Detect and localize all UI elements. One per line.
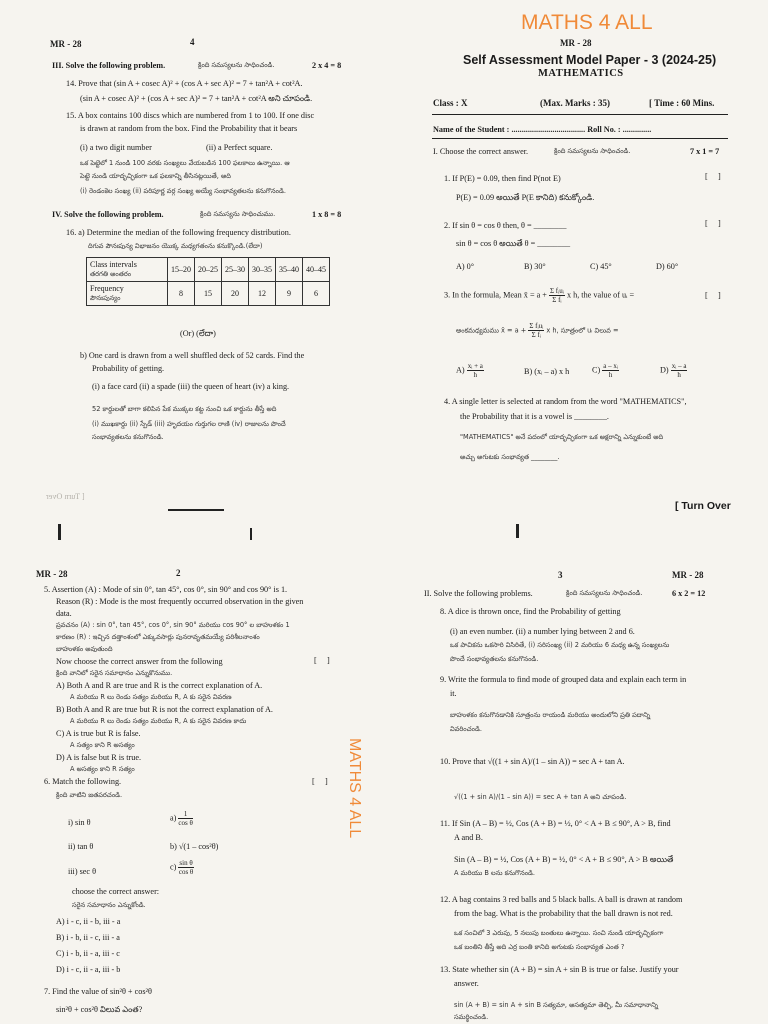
question-3-te-post: x h, సూత్రంలో uᵢ విలువ = xyxy=(546,326,619,335)
table-cell: 40–45 xyxy=(303,258,330,282)
question-14-te: (sin A + cosec A)² + (cos A + sec A)² = 7 + tan²A + cot²A అని చూపండి. xyxy=(80,94,313,103)
formula-fraction xyxy=(467,362,484,379)
section-1-title: I. Choose the correct answer. xyxy=(433,147,529,156)
page-2 xyxy=(0,512,384,1024)
table-cell: 12 xyxy=(249,282,276,306)
question-15-line-1: 15. A box contains 100 discs which are numbered from 1 to 100. If one disc xyxy=(66,111,315,120)
question-13-line-1: 13. State whether sin (A + B) = sin A + sin B is true or false. Justify your xyxy=(440,965,679,974)
page-header-code: MR - 28 xyxy=(560,38,592,48)
question-8: 8. A dice is thrown once, find the Probability of getting xyxy=(440,607,621,616)
question-7-te: sin²θ + cos²θ విలువ ఎంత? xyxy=(56,1005,143,1014)
table-header-class-intervals xyxy=(87,258,168,282)
question-12-te-2: ఒక బంతిని తీస్తే అది ఎర్ర బంతి కానిది అగుటకు సంభావ్యత ఎంత ? xyxy=(454,943,625,951)
question-11-te-1: Sin (A – B) = ½, Cos (A + B) = ½, 0° < A + B ≤ 90°, A > B అయితే xyxy=(454,855,674,864)
formula-fraction xyxy=(549,287,565,304)
fraction-numerator: xᵢ + a xyxy=(467,362,483,370)
student-name-field: Name of the Student : .................................... Roll No. : .............. xyxy=(433,125,652,134)
question-9-line-1: 9. Write the formula to find mode of grouped data and explain each term in xyxy=(440,675,687,684)
option: C) i - b, ii - a, iii - c xyxy=(56,949,120,958)
fraction-denominator: Σ fᵢ xyxy=(531,331,541,339)
question-3 xyxy=(444,287,744,304)
question-3-pre: 3. In the formula, Mean x̄ = a + xyxy=(444,290,547,300)
fraction-numerator: Σ fᵢuᵢ xyxy=(529,322,544,330)
question-11-te-2: A మరియు B లను కనుగొనండి. xyxy=(454,869,536,877)
page-header-code: MR - 28 xyxy=(50,39,82,49)
question-6-instruction: choose the correct answer: xyxy=(72,887,160,896)
question-11-line-1: 11. If Sin (A – B) = ½, Cos (A + B) = ½, 0° < A + B ≤ 90°, A > B, find xyxy=(440,819,671,828)
match-item-i: i) sin θ xyxy=(68,818,91,827)
fraction-numerator: Σ fᵢuᵢ xyxy=(549,287,564,295)
punch-mark xyxy=(58,524,61,540)
table-cell: 20–25 xyxy=(195,258,222,282)
section-4-marks: 1 x 8 = 8 xyxy=(312,210,342,219)
section-1-marks: 7 x 1 = 7 xyxy=(690,147,720,156)
table-row-frequency xyxy=(87,282,330,306)
question-5-instruction: Now choose the correct answer from the following xyxy=(56,657,223,666)
question-5-instruction-te: క్రింది వానిలో సరైన సమాధానం ఎన్నుకొనుము. xyxy=(56,669,173,677)
option-label: D) xyxy=(660,365,669,375)
bleed-through-text: [ Turn Over xyxy=(46,492,85,501)
option-b: B) Both A and R are true but R is not the correct explanation of A. xyxy=(56,705,273,714)
page-header-code: MR - 28 xyxy=(672,570,704,580)
option-c xyxy=(592,362,619,379)
paper-title: Self Assessment Model Paper - 3 (2024-25) xyxy=(463,53,717,67)
class-intervals-label: Class intervals xyxy=(90,260,137,269)
section-3-title-te: క్రింది సమస్యలను సాధించండి. xyxy=(198,61,275,69)
question-9-te-1: బాహుళకం కనుగొనడానికి సూత్రంను రాయండి మరియు అందులోని ప్రతి పదాన్ని xyxy=(450,711,651,719)
question-5-te-3: బాహుళకం అవుతుంది xyxy=(56,645,113,653)
match-item-ii: ii) tan θ xyxy=(68,842,94,851)
punch-mark xyxy=(516,524,519,538)
table-cell: 15 xyxy=(195,282,222,306)
question-4-line-1: 4. A single letter is selected at random from the word "MATHEMATICS", xyxy=(444,397,687,406)
question-2-te: sin θ = cos θ అయితే θ = ________ xyxy=(456,239,571,248)
fraction-denominator: cos θ xyxy=(178,868,194,876)
punch-mark xyxy=(250,528,252,540)
formula-fraction xyxy=(602,362,619,379)
option: B) 30° xyxy=(524,262,546,271)
option-label: a) xyxy=(170,813,177,823)
question-10: 10. Prove that √((1 + sin A)/(1 – sin A)) = sec A + tan A. xyxy=(440,757,625,766)
section-4-title: IV. Solve the following problem. xyxy=(52,210,164,219)
question-15-te-3: (i) రెండంకెల సంఖ్య (ii) పరిపూర్ణ వర్గ సంఖ్య అయ్యే సంభావ్యతలను కనుగొనండి. xyxy=(80,187,286,195)
frequency-label-te: పౌనఃపున్యం xyxy=(90,294,121,302)
match-option-b: b) √(1 – cos²θ) xyxy=(170,842,219,851)
question-3-post: x h, the value of uᵢ = xyxy=(566,290,635,300)
class-label: Class : X xyxy=(433,98,468,108)
page-number: 2 xyxy=(176,568,181,578)
option: A) i - c, ii - b, iii - a xyxy=(56,917,121,926)
option-b: B) (xᵢ – a) x h xyxy=(524,367,570,376)
option-label: A) xyxy=(456,365,465,375)
section-4-title-te: క్రింది సమస్యను సాధించుము. xyxy=(200,210,276,218)
fraction-numerator: xᵢ – a xyxy=(671,362,687,370)
subject: MATHEMATICS xyxy=(538,68,624,79)
option-a: A) Both A and R are true and R is the correct explanation of A. xyxy=(56,681,263,690)
class-intervals-label-te: తరగతి అంతరం xyxy=(90,270,132,278)
question-13-line-2: answer. xyxy=(454,979,479,988)
fold-mark xyxy=(168,509,224,511)
question-16a: 16. a) Determine the median of the following frequency distribution. xyxy=(66,228,291,237)
question-15-option-i: (i) a two digit number xyxy=(80,143,152,152)
question-15-te-1: ఒక పెట్టెలో 1 నుండి 100 వరకు సంఖ్యలు వేయబడిన 100 ఫలకాలు ఉన్నాయి. ఆ xyxy=(80,159,290,167)
question-5-line-2: Reason (R) : Mode is the most frequently occurred observation in the given xyxy=(56,597,304,606)
table-cell: 25–30 xyxy=(222,258,249,282)
question-12-te-1: ఒక సంచిలో 3 ఎరుపు, 5 నలుపు బంతులు ఉన్నాయి. సంచి నుండి యాదృచ్ఛికంగా xyxy=(454,929,664,937)
option-a-te: A మరియు R లు రెండు సత్యం మరియు R, A కు సరైన వివరణ xyxy=(70,693,232,701)
question-5-te-2: కారణం (R) : ఇచ్చిన దత్తాంశంలో ఎక్కువసార్లు పునరావృతమయ్యే పరిశీలనాంశం xyxy=(56,633,260,641)
table-cell: 9 xyxy=(276,282,303,306)
section-2-marks: 6 x 2 = 12 xyxy=(672,589,706,598)
question-13-te-2: సమర్థించండి. xyxy=(454,1013,489,1021)
turn-over: [ Turn Over xyxy=(675,500,731,512)
question-12-line-2: from the bag. What is the probability that the ball drawn is not red. xyxy=(454,909,673,918)
fraction-denominator: h xyxy=(677,371,681,379)
page-number: 4 xyxy=(190,37,195,47)
option: A) 0° xyxy=(456,262,475,271)
table-row-class-intervals xyxy=(87,258,330,282)
question-2: 2. If sin θ = cos θ then, θ = ________ xyxy=(444,221,567,230)
question-4-te-1: "MATHEMATICS" అనే పదంలో యాదృచ్ఛికంగా ఒక అక్షరాన్ని ఎన్నుకుంటే అది xyxy=(460,433,664,441)
answer-bracket: [ ] xyxy=(705,172,721,181)
question-4-te-2: అచ్చు అగుటకు సంభావ్యత ________. xyxy=(460,453,560,461)
question-11-line-2: A and B. xyxy=(454,833,483,842)
max-marks: (Max. Marks : 35) xyxy=(540,98,610,108)
option-d: D) A is false but R is true. xyxy=(56,753,142,762)
question-10-te: √((1 + sin A)/(1 – sin A)) = sec A + tan A అని చూపండి. xyxy=(454,793,627,801)
match-item-iii: iii) sec θ xyxy=(68,867,97,876)
fraction-denominator: Σ fᵢ xyxy=(552,296,562,304)
question-15-te-2: పెట్టె నుండి యాదృచ్ఛికంగా ఒక ఫలకాన్ని తీసినట్లయితే, అది xyxy=(80,172,231,180)
question-6: 6. Match the following. xyxy=(44,777,122,786)
question-6-te: క్రింది వాటిని జతపరచండి. xyxy=(56,791,123,799)
table-cell: 8 xyxy=(168,282,195,306)
question-14: 14. Prove that (sin A + cosec A)² + (cos A + sec A)² = 7 + tan²A + cot²A. xyxy=(66,79,303,88)
option-c-te: A సత్యం కాని R అసత్యం xyxy=(70,741,135,749)
question-6-instruction-te: సరైన సమాధానం ఎన్నుకోండి. xyxy=(72,901,146,909)
option: D) 60° xyxy=(656,262,679,271)
question-5-line-3: data. xyxy=(56,609,72,618)
question-9-line-2: it. xyxy=(450,689,457,698)
fraction-numerator: 1 xyxy=(178,810,192,819)
formula-fraction xyxy=(671,362,688,379)
question-1-te: P(E) = 0.09 అయితే P(E కానిది) కనుక్కోండి. xyxy=(456,193,595,202)
question-16b-line-1: b) One card is drawn from a well shuffled deck of 52 cards. Find the xyxy=(80,351,305,360)
answer-bracket: [ ] xyxy=(312,777,328,786)
page-4 xyxy=(0,0,384,512)
question-12-line-1: 12. A bag contains 3 red balls and 5 black balls. A ball is drawn at random xyxy=(440,895,683,904)
fraction-denominator: h xyxy=(473,371,478,379)
question-15-option-ii: (ii) a Perfect square. xyxy=(206,143,273,152)
watermark-top: MATHS 4 ALL xyxy=(521,11,653,34)
page-header-code: MR - 28 xyxy=(36,569,68,579)
question-3-te xyxy=(456,322,736,339)
option-d xyxy=(660,362,687,379)
option: B) i - b, ii - c, iii - a xyxy=(56,933,120,942)
header-rule xyxy=(432,114,728,115)
section-2-title: II. Solve the following problems. xyxy=(424,589,533,598)
question-16b-line-2: Probability of getting. xyxy=(92,364,165,373)
fraction-denominator: cos θ xyxy=(178,819,193,827)
table-cell: 30–35 xyxy=(249,258,276,282)
fraction-denominator: h xyxy=(608,371,613,379)
fraction-numerator: a – xᵢ xyxy=(603,362,618,370)
option-a xyxy=(456,362,484,379)
watermark-side: MATHS 4 ALL xyxy=(346,738,363,839)
table-cell: 6 xyxy=(303,282,330,306)
question-8-te-2: పొందే సంభావ్యతలను కనుగొనండి. xyxy=(450,655,539,663)
section-1-title-te: క్రింది సమస్యలను సాధించండి. xyxy=(554,147,631,155)
option: C) 45° xyxy=(590,262,612,271)
option-label: c) xyxy=(170,862,177,872)
formula-fraction xyxy=(178,859,193,876)
question-16b-te-2: (i) ముఖకార్డు (ii) స్పేడ్ (iii) హృదయం గుర్తుగల రాణి (iv) రాజులను పొందే xyxy=(92,420,286,428)
table-cell: 35–40 xyxy=(276,258,303,282)
question-16a-te: దిగువ పౌనఃపున్య విభాజనం యొక్క మధ్యగతంను కనుక్కొండి.(లేదా) xyxy=(88,242,263,250)
option-b-te: A మరియు R లు రెండు సత్యం మరియు R, A కు సరైన వివరణ కాదు xyxy=(70,717,247,725)
option-label: C) xyxy=(592,365,601,375)
question-1: 1. If P(E) = 0.09, then find P(not E) xyxy=(444,174,561,183)
formula-fraction xyxy=(178,810,192,827)
section-3-title: III. Solve the following problem. xyxy=(52,61,166,70)
question-3-te-pre: అంకమధ్యమము x̄ = a + xyxy=(456,326,527,335)
question-16b-te-1: 52 కార్డులతో బాగా కలిపిన పేక ముక్కల కట్ట నుంచి ఒక కార్డును తీస్తే అది xyxy=(92,405,277,413)
question-8-te-1: ఒక పాచికను ఒకసారి విసిరితే, (i) సరిసంఖ్య (ii) 2 మరియు 6 మధ్య ఉన్న సంఖ్యలను xyxy=(450,641,670,649)
header-rule xyxy=(432,138,728,139)
question-13-te-1: sin (A + B) = sin A + sin B సత్యమా, అసత్యమా తెల్పి, మీ సమాధానాన్ని xyxy=(454,1001,659,1009)
question-4-line-2: the Probability that it is a vowel is ________. xyxy=(460,412,609,421)
question-16b-options: (i) a face card (ii) a spade (iii) the queen of heart (iv) a king. xyxy=(92,382,290,391)
question-9-te-2: వివరించండి. xyxy=(450,725,482,733)
section-3-marks: 2 x 4 = 8 xyxy=(312,61,342,70)
table-cell: 20 xyxy=(222,282,249,306)
page-3 xyxy=(384,512,768,1024)
question-15-line-2: is drawn at random from the box. Find the Probability that it bears xyxy=(80,124,298,133)
table-cell: 15–20 xyxy=(168,258,195,282)
or-separator: (Or) (లేదా) xyxy=(180,329,216,338)
formula-fraction xyxy=(528,322,544,339)
question-5-line-1: 5. Assertion (A) : Mode of sin 0°, tan 45°, cos 0°, sin 90° and cos 90° is 1. xyxy=(44,585,288,594)
question-8-options: (i) an even number. (ii) a number lying between 2 and 6. xyxy=(450,627,635,636)
table-header-frequency xyxy=(87,282,168,306)
answer-bracket: [ ] xyxy=(705,219,721,228)
answer-bracket: [ ] xyxy=(705,291,721,300)
page-1 xyxy=(384,0,768,512)
match-option-a xyxy=(170,810,193,827)
question-5-te-1: ప్రవచనం (A) : sin 0°, tan 45°, cos 0°, sin 90° మరియు cos 90° ల బాహుళకం 1 xyxy=(56,621,290,629)
time-limit: [ Time : 60 Mins. xyxy=(649,98,715,108)
fraction-numerator: sin θ xyxy=(179,859,193,867)
option-c: C) A is true but R is false. xyxy=(56,729,141,738)
frequency-label: Frequency xyxy=(90,284,124,293)
option: D) i - c, ii - a, iii - b xyxy=(56,965,121,974)
question-16b-te-3: సంభావ్యతలను కనుగొనండి. xyxy=(92,433,164,441)
question-7: 7. Find the value of sin²θ + cos²θ xyxy=(44,987,152,996)
match-option-c xyxy=(170,859,194,876)
frequency-table xyxy=(86,257,330,306)
section-2-title-te: క్రింది సమస్యలను సాధించండి. xyxy=(566,589,643,597)
answer-bracket: [ ] xyxy=(314,656,330,665)
page-number: 3 xyxy=(558,570,563,580)
option-d-te: A అసత్యం కాని R సత్యం xyxy=(70,765,135,773)
